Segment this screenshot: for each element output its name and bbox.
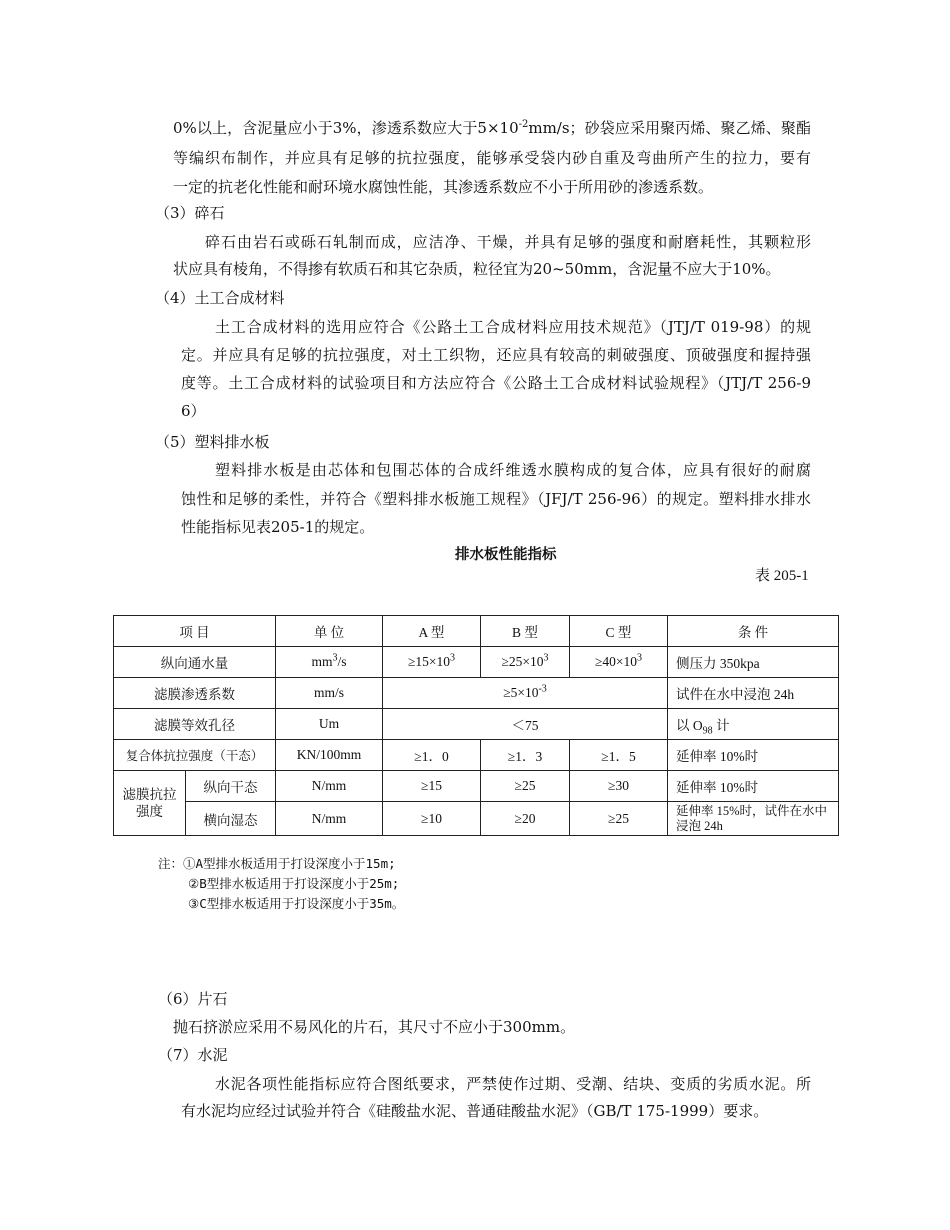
row-item: 横向湿态 — [186, 802, 276, 836]
section-4-line-2: 定。并应具有足够的抗拉强度，对土工织物，还应具有较高的刺破强度、顶破强度和握持强 — [181, 346, 811, 364]
row-condition: 试件在水中浸泡 24h — [668, 678, 839, 709]
row-type-a: $\ge 15\times 10^3$ — [383, 647, 481, 678]
note-1: 注：①A型排水板适用于打设深度小于15m; — [158, 856, 396, 871]
row-unit: N/mm — [276, 771, 383, 802]
header-type-c: C 型 — [570, 616, 668, 647]
row-type-b: $\ge 25\times 10^3$ — [481, 647, 570, 678]
section-7-line-2: 有水泥均应经过试验并符合《硅酸盐水泥、普通硅酸盐水泥》（GB/T 175-1999）要求。 — [181, 1102, 769, 1120]
header-item: 项 目 — [114, 616, 276, 647]
sand-line-2: 等编织布制作，并应具有足够的抗拉强度，能够承受袋内砂自重及弯曲所产生的拉力，要有 — [173, 149, 811, 167]
row-item: 滤膜渗透系数 — [114, 678, 276, 709]
table-title: 排水板性能指标 — [455, 547, 557, 563]
note-3: ③C型排水板适用于打设深度小于35m。 — [188, 896, 405, 911]
row-unit: mm/s — [276, 678, 383, 709]
row-condition: 延伸率 10%时 — [668, 771, 839, 802]
section-3-heading: （3）碎石 — [155, 204, 225, 222]
section-4-line-1: 土工合成材料的选用应符合《公路土工合成材料应用技术规范》（JTJ/T 019-98）的规 — [215, 318, 811, 336]
section-6-heading: （6）片石 — [158, 990, 228, 1008]
section-4-line-3: 度等。土工合成材料的试验项目和方法应符合《公路土工合成材料试验规程》（JTJ/T 256-9 — [181, 374, 811, 392]
table-row — [114, 802, 839, 836]
sand-exponent: -2 — [518, 119, 529, 130]
row-condition: 以 $O_{98}$ 计 — [668, 709, 839, 740]
row-type-a: ≥10 — [383, 802, 481, 836]
section-7-line-1: 水泥各项性能指标应符合图纸要求，严禁使作过期、受潮、结块、变质的劣质水泥。所 — [215, 1075, 811, 1093]
section-5-line-2: 蚀性和足够的柔性，并符合《塑料排水板施工规程》（JFJ/T 256-96）的规定。塑料排水排水 — [181, 490, 811, 508]
section-5-line-1: 塑料排水板是由芯体和包围芯体的合成纤维透水膜构成的复合体，应具有很好的耐腐 — [215, 461, 811, 479]
row-type-b: ≥25 — [481, 771, 570, 802]
header-unit: 单 位 — [276, 616, 383, 647]
sand-line-1-text: 0%以上，含泥量应小于3%，渗透系数应大于5×10 — [173, 119, 519, 137]
table-number: 表 205-1 — [755, 568, 809, 584]
row-item: 复合体抗拉强度（干态） — [114, 740, 276, 771]
sand-line-3: 一定的抗老化性能和耐环境水腐蚀性能，其渗透系数应不小于所用砂的渗透系数。 — [173, 178, 714, 196]
row-value: ＜75 — [383, 709, 668, 740]
row-type-c: ≥25 — [570, 802, 668, 836]
table-row — [114, 771, 839, 802]
note-2: ②B型排水板适用于打设深度小于25m; — [188, 876, 400, 891]
row-value: $\ge 5\times 10^{-3}$ — [383, 678, 668, 709]
row-unit: KN/100mm — [276, 740, 383, 771]
section-4-heading: （4）土工合成材料 — [155, 289, 285, 307]
header-type-b: B 型 — [481, 616, 570, 647]
section-3-line-2: 状应具有棱角，不得掺有软质石和其它杂质，粒径宜为20~50mm，含泥量不应大于10%。 — [173, 260, 781, 278]
row-type-c: $\ge 40\times 10^3$ — [570, 647, 668, 678]
sand-line-1 — [173, 118, 811, 138]
row-condition: 延伸率 10%时 — [668, 740, 839, 771]
row-type-b: ≥20 — [481, 802, 570, 836]
section-4-line-4: 6） — [181, 402, 206, 420]
section-7-heading: （7）水泥 — [158, 1046, 228, 1064]
header-type-a: A 型 — [383, 616, 481, 647]
header-condition: 条 件 — [668, 616, 839, 647]
row-condition: 侧压力 350kpa — [668, 647, 839, 678]
row-unit: $mm^3/s$ — [276, 647, 383, 678]
section-3-line-1: 碎石由岩石或砾石轧制而成，应洁净、干燥，并具有足够的强度和耐磨耗性，其颗粒形 — [205, 233, 811, 251]
group-label: 滤膜抗拉强度 — [114, 771, 186, 836]
row-condition: 延伸率 15%时，试件在水中浸泡 24h — [668, 802, 839, 836]
row-type-b: ≥1．3 — [481, 740, 570, 771]
sand-line-1-tail: mm/s；砂袋应采用聚丙烯、聚乙烯、聚酯 — [528, 119, 811, 137]
row-item: 滤膜等效孔径 — [114, 709, 276, 740]
section-5-line-3: 性能指标见表205-1的规定。 — [181, 518, 375, 536]
table-row — [114, 647, 839, 678]
row-item: 纵向干态 — [186, 771, 276, 802]
section-5-heading: （5）塑料排水板 — [155, 433, 270, 451]
table-row — [114, 740, 839, 771]
table-row — [114, 678, 839, 709]
row-item: 纵向通水量 — [114, 647, 276, 678]
row-unit: N/mm — [276, 802, 383, 836]
row-type-c: ≥30 — [570, 771, 668, 802]
row-type-c: ≥1．5 — [570, 740, 668, 771]
row-type-a: ≥15 — [383, 771, 481, 802]
table-row — [114, 709, 839, 740]
table-header-row — [114, 616, 839, 647]
performance-table — [113, 615, 839, 836]
row-unit: Um — [276, 709, 383, 740]
row-type-a: ≥1．0 — [383, 740, 481, 771]
section-6-line-1: 抛石挤淤应采用不易风化的片石，其尺寸不应小于300mm。 — [173, 1018, 576, 1036]
